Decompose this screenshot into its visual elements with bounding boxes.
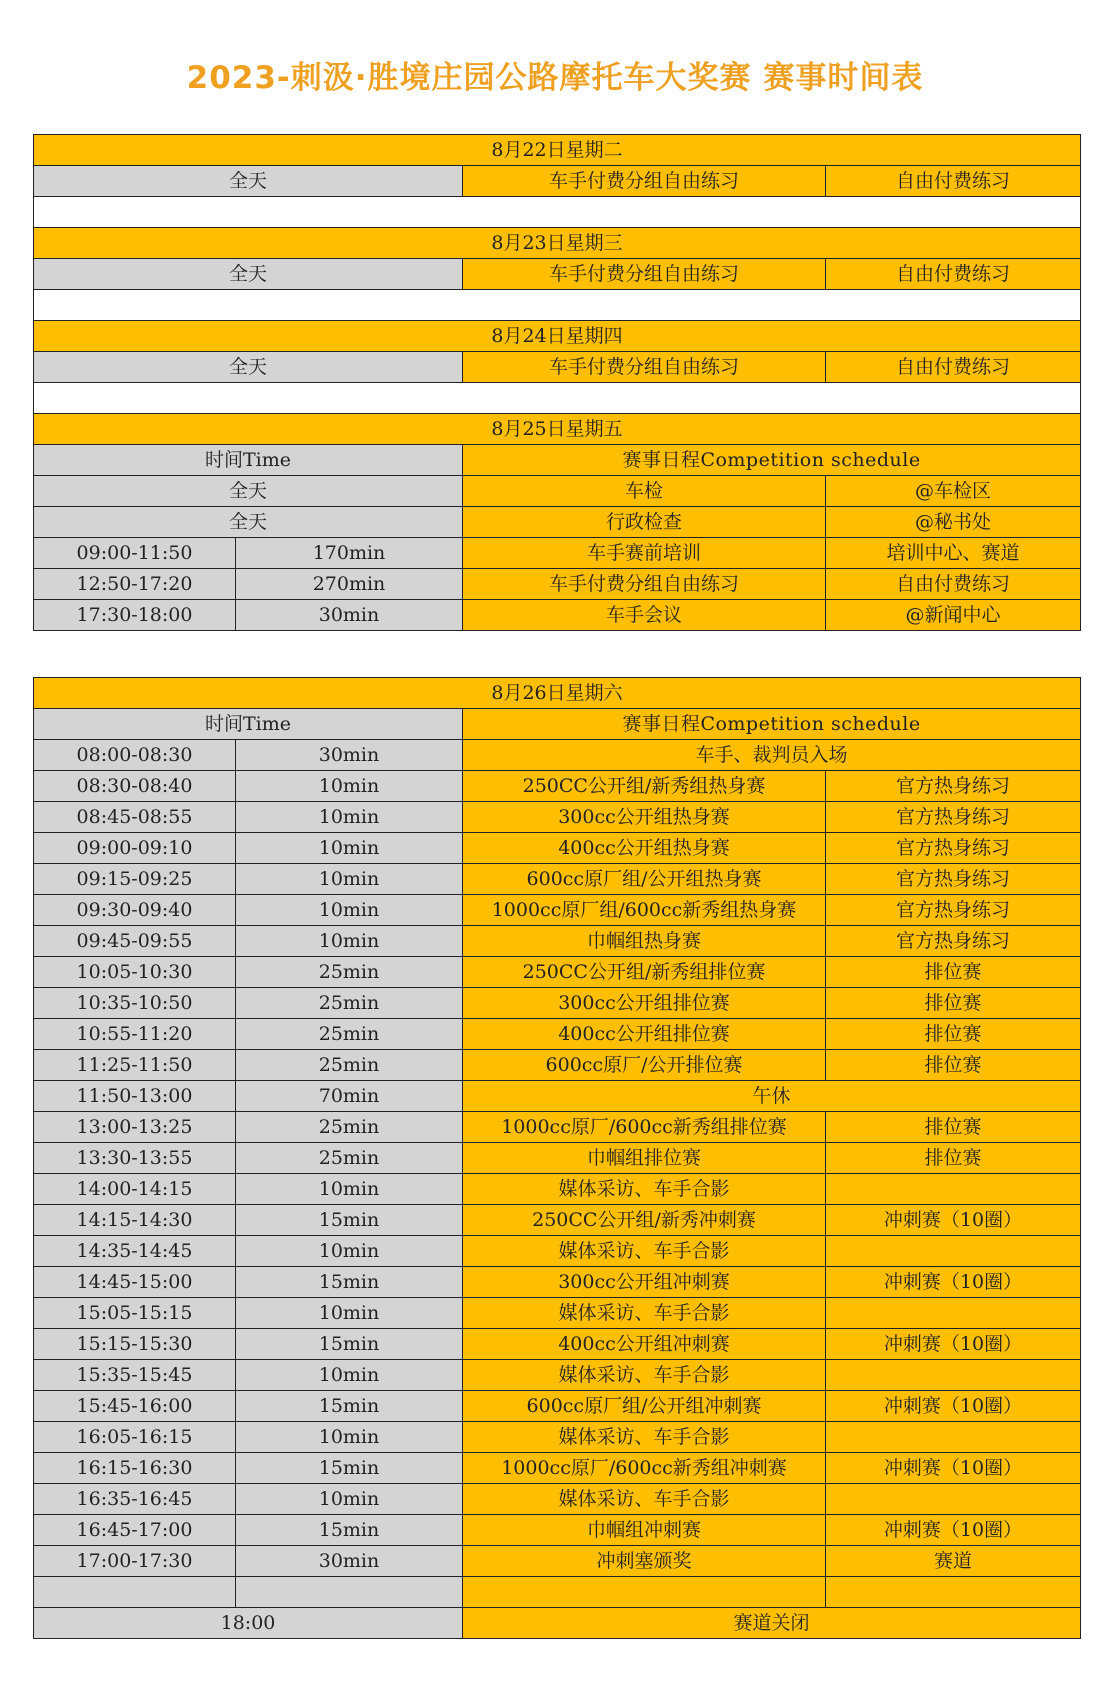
- schedule-row: [34, 569, 1081, 600]
- event-cell: 1000cc原厂/600cc新秀组冲刺赛: [463, 1453, 826, 1484]
- schedule-row: [34, 895, 1081, 926]
- time-cell: 08:00-08:30: [34, 740, 236, 771]
- duration-cell: 10min: [236, 833, 463, 864]
- duration-cell: 25min: [236, 1112, 463, 1143]
- note-cell: 冲刺赛（10圈）: [826, 1453, 1081, 1484]
- time-cell: 09:45-09:55: [34, 926, 236, 957]
- time-cell: 08:45-08:55: [34, 802, 236, 833]
- duration-cell: 10min: [236, 1360, 463, 1391]
- schedule-row: [34, 1205, 1081, 1236]
- day-header-row: [34, 228, 1081, 259]
- schedule-row: [34, 1391, 1081, 1422]
- note-cell: 官方热身练习: [826, 895, 1081, 926]
- day-header-row: [34, 414, 1081, 445]
- duration-cell: 10min: [236, 895, 463, 926]
- time-cell: 10:05-10:30: [34, 957, 236, 988]
- duration-cell: 10min: [236, 802, 463, 833]
- note-cell: 冲刺赛（10圈）: [826, 1391, 1081, 1422]
- event-cell: 媒体采访、车手合影: [463, 1360, 826, 1391]
- duration-cell: 170min: [236, 538, 463, 569]
- column-header-row: [34, 709, 1081, 740]
- duration-cell: 70min: [236, 1081, 463, 1112]
- duration-cell: 10min: [236, 926, 463, 957]
- time-cell: 09:30-09:40: [34, 895, 236, 926]
- time-cell: 18:00: [34, 1608, 463, 1639]
- schedule-row: [34, 1143, 1081, 1174]
- event-cell: 冲刺塞颁奖: [463, 1546, 826, 1577]
- day-header-row: [34, 321, 1081, 352]
- duration-cell: 25min: [236, 1143, 463, 1174]
- note-cell: [826, 1360, 1081, 1391]
- event-cell: 300cc公开组排位赛: [463, 988, 826, 1019]
- note-cell: [826, 1298, 1081, 1329]
- note-cell: @车检区: [826, 476, 1081, 507]
- schedule-row: [34, 1515, 1081, 1546]
- event-cell: 1000cc原厂组/600cc新秀组热身赛: [463, 895, 826, 926]
- time-cell: 14:00-14:15: [34, 1174, 236, 1205]
- time-cell: 17:30-18:00: [34, 600, 236, 631]
- schedule-row: [34, 957, 1081, 988]
- note-cell: @秘书处: [826, 507, 1081, 538]
- note-cell: @新闻中心: [826, 600, 1081, 631]
- schedule-row: [34, 1298, 1081, 1329]
- event-cell: 媒体采访、车手合影: [463, 1236, 826, 1267]
- schedule-row: [34, 1546, 1081, 1577]
- schedule-row: [34, 926, 1081, 957]
- duration-cell: 15min: [236, 1453, 463, 1484]
- duration-cell: 30min: [236, 740, 463, 771]
- schedule-row: [34, 802, 1081, 833]
- event-cell: 媒体采访、车手合影: [463, 1484, 826, 1515]
- page-title: 2023-刺汲·胜境庄园公路摩托车大奖赛 赛事时间表: [186, 60, 924, 96]
- time-cell: 15:05-15:15: [34, 1298, 236, 1329]
- note-cell: 冲刺赛（10圈）: [826, 1205, 1081, 1236]
- event-cell: 250CC公开组/新秀组热身赛: [463, 771, 826, 802]
- note-cell: 排位赛: [826, 988, 1081, 1019]
- duration-cell: 270min: [236, 569, 463, 600]
- time-cell: 全天: [34, 476, 463, 507]
- event-cell: 车手付费分组自由练习: [463, 352, 826, 383]
- duration-cell: 10min: [236, 1298, 463, 1329]
- note-cell: 排位赛: [826, 1112, 1081, 1143]
- schedule-row: [34, 864, 1081, 895]
- duration-cell: 10min: [236, 771, 463, 802]
- event-cell: 250CC公开组/新秀组排位赛: [463, 957, 826, 988]
- day-header: 8月24日星期四: [34, 321, 1081, 352]
- event-cell: 车手会议: [463, 600, 826, 631]
- event-cell: 媒体采访、车手合影: [463, 1174, 826, 1205]
- note-cell: 自由付费练习: [826, 352, 1081, 383]
- schedule-row: [34, 1360, 1081, 1391]
- schedule-row: [34, 507, 1081, 538]
- note-cell: 培训中心、赛道: [826, 538, 1081, 569]
- event-cell: 1000cc原厂/600cc新秀组排位赛: [463, 1112, 826, 1143]
- duration-cell: 25min: [236, 988, 463, 1019]
- event-cell: 600cc原厂组/公开组冲刺赛: [463, 1391, 826, 1422]
- event-cell: 媒体采访、车手合影: [463, 1298, 826, 1329]
- duration-cell: 15min: [236, 1205, 463, 1236]
- note-cell: 官方热身练习: [826, 833, 1081, 864]
- spacer-row: [34, 290, 1081, 321]
- duration-cell: 10min: [236, 864, 463, 895]
- event-cell: 300cc公开组冲刺赛: [463, 1267, 826, 1298]
- spacer-row: [34, 383, 1081, 414]
- time-cell: 全天: [34, 507, 463, 538]
- schedule-row: [34, 1019, 1081, 1050]
- time-cell: 16:05-16:15: [34, 1422, 236, 1453]
- note-cell: 官方热身练习: [826, 864, 1081, 895]
- schedule-column-header: 赛事日程Competition schedule: [463, 445, 1081, 476]
- event-cell: 250CC公开组/新秀冲刺赛: [463, 1205, 826, 1236]
- schedule-row: [34, 476, 1081, 507]
- duration-cell: 10min: [236, 1422, 463, 1453]
- time-column-header: 时间Time: [34, 709, 463, 740]
- note-cell: 官方热身练习: [826, 802, 1081, 833]
- event-cell: 巾帼组冲刺赛: [463, 1515, 826, 1546]
- time-cell: 13:00-13:25: [34, 1112, 236, 1143]
- schedule-row: [34, 538, 1081, 569]
- note-cell: 自由付费练习: [826, 569, 1081, 600]
- time-cell: [34, 1577, 236, 1608]
- duration-cell: 25min: [236, 1050, 463, 1081]
- time-cell: 13:30-13:55: [34, 1143, 236, 1174]
- duration-cell: 15min: [236, 1515, 463, 1546]
- note-cell: 自由付费练习: [826, 166, 1081, 197]
- time-cell: 09:00-09:10: [34, 833, 236, 864]
- duration-cell: 15min: [236, 1391, 463, 1422]
- time-cell: 09:15-09:25: [34, 864, 236, 895]
- time-cell: 14:45-15:00: [34, 1267, 236, 1298]
- schedule-row: [34, 833, 1081, 864]
- time-cell: 全天: [34, 259, 463, 290]
- schedule-table-aug22-25: [33, 134, 1081, 631]
- event-cell: 巾帼组排位赛: [463, 1143, 826, 1174]
- event-cell: 赛道关闭: [463, 1608, 1081, 1639]
- day-header: 8月26日星期六: [34, 678, 1081, 709]
- time-cell: 12:50-17:20: [34, 569, 236, 600]
- schedule-row: [34, 1329, 1081, 1360]
- event-cell: 行政检查: [463, 507, 826, 538]
- time-cell: 14:15-14:30: [34, 1205, 236, 1236]
- note-cell: 冲刺赛（10圈）: [826, 1515, 1081, 1546]
- schedule-row: [34, 352, 1081, 383]
- spacer-cell: [34, 290, 1081, 321]
- schedule-row: [34, 259, 1081, 290]
- schedule-row: [34, 1484, 1081, 1515]
- time-cell: 16:35-16:45: [34, 1484, 236, 1515]
- duration-cell: 10min: [236, 1174, 463, 1205]
- schedule-row: [34, 166, 1081, 197]
- duration-cell: 30min: [236, 600, 463, 631]
- day-header: 8月25日星期五: [34, 414, 1081, 445]
- note-cell: 冲刺赛（10圈）: [826, 1267, 1081, 1298]
- event-cell: 车手付费分组自由练习: [463, 166, 826, 197]
- note-cell: 排位赛: [826, 1019, 1081, 1050]
- schedule-row: [34, 1267, 1081, 1298]
- duration-cell: 25min: [236, 957, 463, 988]
- event-cell: 400cc公开组冲刺赛: [463, 1329, 826, 1360]
- note-cell: [826, 1577, 1081, 1608]
- schedule-row: [34, 1453, 1081, 1484]
- schedule-row: [34, 771, 1081, 802]
- duration-cell: 30min: [236, 1546, 463, 1577]
- duration-cell: 15min: [236, 1329, 463, 1360]
- event-cell: 600cc原厂组/公开组热身赛: [463, 864, 826, 895]
- time-cell: 全天: [34, 352, 463, 383]
- event-cell: 巾帼组热身赛: [463, 926, 826, 957]
- duration-cell: [236, 1577, 463, 1608]
- note-cell: [826, 1422, 1081, 1453]
- event-cell: 车手付费分组自由练习: [463, 569, 826, 600]
- event-cell: 车检: [463, 476, 826, 507]
- event-cell: 午休: [463, 1081, 1081, 1112]
- spacer-row: [34, 197, 1081, 228]
- event-cell: 300cc公开组热身赛: [463, 802, 826, 833]
- time-column-header: 时间Time: [34, 445, 463, 476]
- duration-cell: 10min: [236, 1236, 463, 1267]
- time-cell: 17:00-17:30: [34, 1546, 236, 1577]
- event-cell: 车手付费分组自由练习: [463, 259, 826, 290]
- time-cell: 11:25-11:50: [34, 1050, 236, 1081]
- event-cell: [463, 1577, 826, 1608]
- note-cell: 冲刺赛（10圈）: [826, 1329, 1081, 1360]
- note-cell: [826, 1484, 1081, 1515]
- schedule-row: [34, 1236, 1081, 1267]
- time-cell: 10:35-10:50: [34, 988, 236, 1019]
- note-cell: 官方热身练习: [826, 926, 1081, 957]
- spacer-cell: [34, 383, 1081, 414]
- event-cell: 400cc公开组热身赛: [463, 833, 826, 864]
- schedule-table-aug26: [33, 677, 1081, 1639]
- time-cell: 09:00-11:50: [34, 538, 236, 569]
- note-cell: [826, 1236, 1081, 1267]
- spacer-cell: [34, 197, 1081, 228]
- event-cell: 车手赛前培训: [463, 538, 826, 569]
- schedule-row: [34, 1422, 1081, 1453]
- note-cell: 排位赛: [826, 957, 1081, 988]
- time-cell: 16:15-16:30: [34, 1453, 236, 1484]
- time-cell: 10:55-11:20: [34, 1019, 236, 1050]
- time-cell: 全天: [34, 166, 463, 197]
- column-header-row: [34, 445, 1081, 476]
- note-cell: 自由付费练习: [826, 259, 1081, 290]
- day-header: 8月23日星期三: [34, 228, 1081, 259]
- event-cell: 400cc公开组排位赛: [463, 1019, 826, 1050]
- day-header: 8月22日星期二: [34, 135, 1081, 166]
- schedule-row: [34, 988, 1081, 1019]
- note-cell: [826, 1174, 1081, 1205]
- schedule-row: [34, 1174, 1081, 1205]
- time-cell: 15:45-16:00: [34, 1391, 236, 1422]
- schedule-row: [34, 1577, 1081, 1608]
- day-header-row: [34, 678, 1081, 709]
- note-cell: 官方热身练习: [826, 771, 1081, 802]
- schedule-row: [34, 1081, 1081, 1112]
- schedule-row: [34, 600, 1081, 631]
- note-cell: 赛道: [826, 1546, 1081, 1577]
- time-cell: 14:35-14:45: [34, 1236, 236, 1267]
- time-cell: 11:50-13:00: [34, 1081, 236, 1112]
- day-header-row: [34, 135, 1081, 166]
- event-cell: 车手、裁判员入场: [463, 740, 1081, 771]
- schedule-column-header: 赛事日程Competition schedule: [463, 709, 1081, 740]
- event-cell: 600cc原厂/公开排位赛: [463, 1050, 826, 1081]
- duration-cell: 15min: [236, 1267, 463, 1298]
- note-cell: 排位赛: [826, 1050, 1081, 1081]
- schedule-row: [34, 740, 1081, 771]
- time-cell: 15:15-15:30: [34, 1329, 236, 1360]
- time-cell: 15:35-15:45: [34, 1360, 236, 1391]
- time-cell: 08:30-08:40: [34, 771, 236, 802]
- note-cell: 排位赛: [826, 1143, 1081, 1174]
- time-cell: 16:45-17:00: [34, 1515, 236, 1546]
- duration-cell: 25min: [236, 1019, 463, 1050]
- event-cell: 媒体采访、车手合影: [463, 1422, 826, 1453]
- duration-cell: 10min: [236, 1484, 463, 1515]
- schedule-row: [34, 1112, 1081, 1143]
- schedule-row: [34, 1050, 1081, 1081]
- closing-row: [34, 1608, 1081, 1639]
